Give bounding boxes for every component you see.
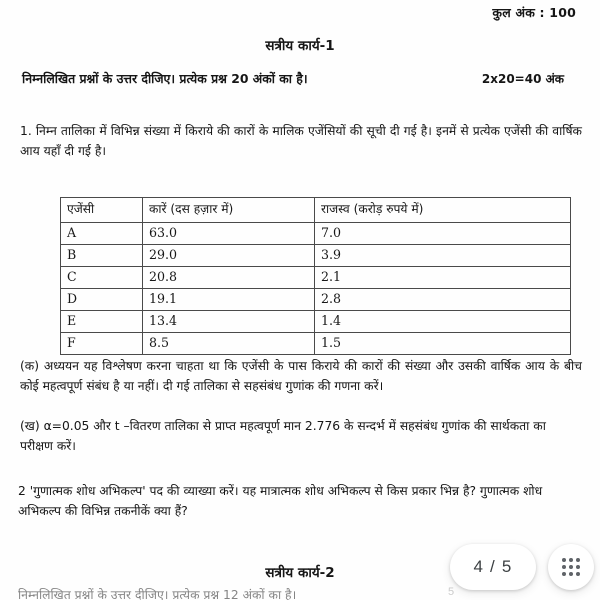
question-1-part-b: (ख) α=0.05 और t –वितरण तालिका से प्राप्त महत्वपूर्ण मान 2.776 के सन्दर्भ में सहसंबंध गुणांक की सार्थकता का परीक्षण करें। <box>20 419 546 453</box>
total-marks-label: कुल अंक : 100 <box>492 5 576 20</box>
table-row <box>61 244 571 266</box>
cell-cars: 29.0 <box>143 244 315 266</box>
page-corner-hint: 5 <box>448 586 455 598</box>
table-header-row <box>61 198 571 223</box>
apps-grid-button[interactable] <box>548 544 594 590</box>
cell-revenue: 7.0 <box>315 222 571 244</box>
instruction-text: निम्नलिखित प्रश्नों के उत्तर दीजिए। प्रत्येक प्रश्न 20 अंकों का है। <box>22 71 308 86</box>
table-row <box>61 288 571 310</box>
cell-agency: C <box>61 266 143 288</box>
cell-cars: 63.0 <box>143 222 315 244</box>
question-1-part-a: (क) अध्ययन यह विश्लेषण करना चाहता था कि एजेंसी के पास किराये की कारों की संख्या और उसकी वार्षिक आय के बीच कोई महत्वपूर्ण संबंध है या नहीं। दी गई तालिका से सहसंबंध गुणांक की गणना करें। <box>20 359 582 393</box>
agency-data-table <box>60 197 571 355</box>
clipped-instruction-text: निम्नलिखित प्रश्नों के उत्तर दीजिए। प्रत्येक प्रश्न 12 अंकों का है। <box>18 588 297 600</box>
cell-cars: 19.1 <box>143 288 315 310</box>
table-row <box>61 310 571 332</box>
cell-revenue: 3.9 <box>315 244 571 266</box>
table-row <box>61 266 571 288</box>
cell-revenue: 2.1 <box>315 266 571 288</box>
column-header-agency: एजेंसी <box>61 198 143 223</box>
cell-cars: 13.4 <box>143 310 315 332</box>
cell-cars: 8.5 <box>143 332 315 354</box>
page-indicator[interactable] <box>450 544 536 590</box>
cell-agency: E <box>61 310 143 332</box>
cell-agency: A <box>61 222 143 244</box>
table-row <box>61 332 571 354</box>
agency-data-table-container <box>60 197 570 355</box>
cell-revenue: 2.8 <box>315 288 571 310</box>
table-row <box>61 222 571 244</box>
section-title-assignment-2: सत्रीय कार्य-2 <box>265 565 335 581</box>
cell-agency: D <box>61 288 143 310</box>
marks-distribution-label: 2x20=40 अंक <box>481 72 564 86</box>
cell-revenue: 1.4 <box>315 310 571 332</box>
column-header-revenue: राजस्व (करोड़ रुपये में) <box>315 198 571 223</box>
cell-agency: F <box>61 332 143 354</box>
cell-agency: B <box>61 244 143 266</box>
column-header-cars: कारें (दस हज़ार में) <box>143 198 315 223</box>
question-1-intro: 1. निम्न तालिका में विभिन्न संख्या में किराये की कारों के मालिक एजेंसियों की सूची दी गई है। इनमें से प्रत्येक एजेंसी की वार्षिक आय यहाँ दी गई है। <box>20 124 582 158</box>
cell-cars: 20.8 <box>143 266 315 288</box>
page-indicator-label: 4 / 5 <box>473 557 513 576</box>
cell-revenue: 1.5 <box>315 332 571 354</box>
question-2: 2 'गुणात्मक शोध अभिकल्प' पद की व्याख्या करें। यह मात्रात्मक शोध अभिकल्प से किस प्रकार भिन्न है? गुणात्मक शोध अभिकल्प की विभिन्न तकनीकें क्या हैं? <box>18 484 543 518</box>
section-title-assignment-1: सत्रीय कार्य-1 <box>265 38 335 54</box>
instruction-row <box>22 69 580 89</box>
grid-dots-icon <box>562 558 580 576</box>
